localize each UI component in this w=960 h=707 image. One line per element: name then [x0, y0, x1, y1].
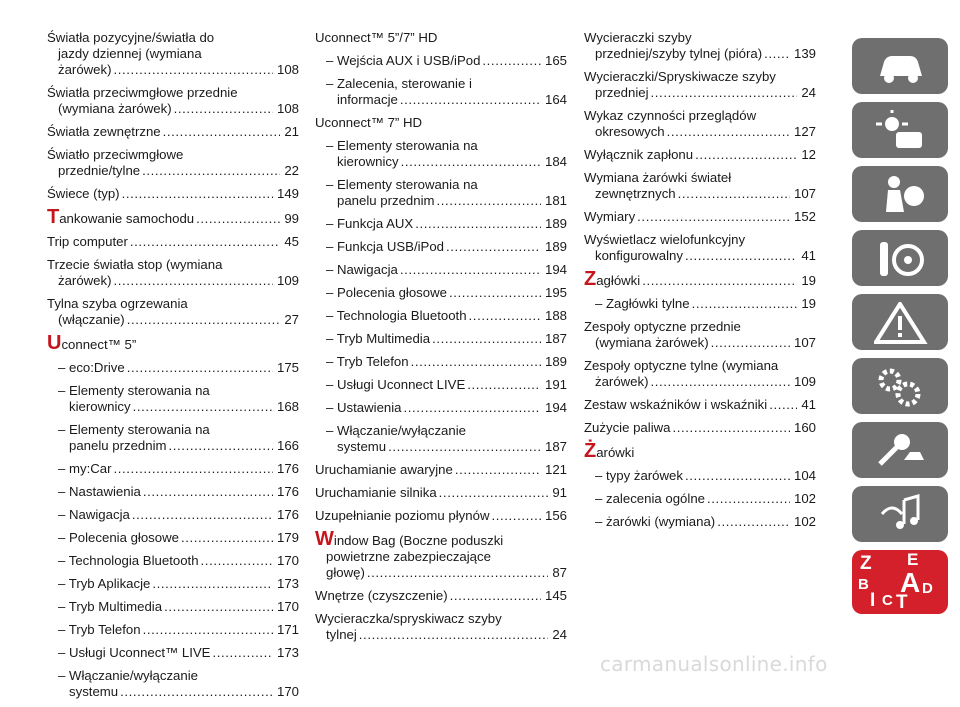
page-number: 171 — [276, 622, 299, 637]
index-subentry — [47, 484, 299, 500]
entry-text: żarówek) — [58, 273, 112, 288]
page-number: 109 — [793, 374, 816, 389]
page-number: 107 — [793, 335, 816, 350]
entry-text: – Ustawienia — [326, 400, 402, 415]
entry-text: konfigurowalny — [595, 248, 683, 263]
index-subentry — [47, 530, 299, 546]
dot-leader — [212, 645, 273, 661]
entry-text: – Włączanie/wyłączanie — [326, 423, 466, 438]
entry-text: tylnej — [326, 627, 357, 642]
dot-leader — [637, 209, 790, 225]
dot-leader — [769, 397, 797, 413]
entry-text: Światła zewnętrzne — [47, 124, 161, 139]
index-entry — [47, 257, 299, 289]
page-number: 165 — [544, 53, 567, 68]
dot-leader — [164, 599, 273, 615]
index-subentry — [315, 423, 567, 455]
index-letter-heading — [315, 528, 567, 581]
page-number: 87 — [552, 565, 567, 580]
page-number: 189 — [544, 354, 567, 369]
entry-text: Trzecie światła stop (wymiana — [47, 257, 223, 272]
entry-text: – Nawigacja — [58, 507, 130, 522]
entry-text: Trip computer — [47, 234, 128, 249]
dot-leader — [707, 491, 790, 507]
dot-leader — [120, 684, 273, 700]
entry-text: connect™ 5” — [61, 337, 137, 352]
index-entry — [584, 108, 816, 140]
dot-leader — [764, 46, 790, 62]
page-number: 166 — [276, 438, 299, 453]
letter-initial: Z — [584, 268, 597, 290]
page-number: 152 — [793, 209, 816, 224]
dot-leader — [401, 154, 541, 170]
dot-leader — [450, 588, 541, 604]
index-subentry — [315, 239, 567, 255]
index-subentry — [315, 285, 567, 301]
page-number: 41 — [801, 248, 816, 263]
tools-gears-icon — [874, 366, 928, 408]
index-subentry — [315, 308, 567, 324]
dot-leader — [152, 576, 273, 592]
entry-text: głowę) — [326, 565, 365, 580]
entry-text: Wnętrze (czyszczenie) — [315, 588, 448, 603]
index-entry — [47, 296, 299, 328]
dot-leader — [482, 53, 541, 69]
page-number: 104 — [793, 468, 816, 483]
dot-leader — [467, 377, 541, 393]
entry-text: – zalecenia ogólne — [595, 491, 705, 506]
page-number: 187 — [544, 439, 567, 454]
index-letter: D — [922, 580, 933, 597]
entry-text: Zestaw wskaźników i wskaźniki — [584, 397, 768, 412]
dot-leader — [404, 400, 541, 416]
page-number: 99 — [284, 211, 299, 226]
index-entry — [584, 147, 816, 163]
index-subentry — [47, 553, 299, 569]
index-entry — [47, 85, 299, 117]
entry-text: Zespoły optyczne przednie — [584, 319, 741, 334]
dot-leader — [491, 508, 541, 524]
index-letter-heading — [47, 206, 299, 228]
index-letter: E — [907, 550, 919, 569]
entry-text: Uruchamianie awaryjne — [315, 462, 453, 477]
index-letter: I — [870, 590, 876, 611]
index-entry — [584, 319, 816, 351]
entry-text: Uzupełnianie poziomu płynów — [315, 508, 490, 523]
page-number: 121 — [544, 462, 567, 477]
car-icon — [874, 46, 928, 88]
index-entry — [584, 397, 816, 413]
page-number: 22 — [284, 163, 299, 178]
index-entry — [584, 209, 816, 225]
dot-leader — [169, 438, 273, 454]
dot-leader — [174, 101, 273, 117]
page-number: 181 — [544, 193, 567, 208]
page-number: 21 — [284, 124, 299, 139]
entry-text: Wyłącznik zapłonu — [584, 147, 694, 162]
index-letter-heading — [584, 440, 816, 462]
entry-text: Wycieraczka/spryskiwacz szyby — [315, 611, 502, 626]
tab-technical[interactable] — [852, 422, 948, 478]
page-number: 127 — [793, 124, 816, 139]
index-column-1 — [47, 30, 299, 707]
index-entry — [584, 69, 816, 101]
dot-leader — [127, 312, 281, 328]
entry-text: – Polecenia głosowe — [58, 530, 179, 545]
page-number: 184 — [544, 154, 567, 169]
entry-text: Świece (typ) — [47, 186, 120, 201]
entry-text: – żarówki (wymiana) — [595, 514, 716, 529]
media-icon — [874, 494, 928, 536]
dot-leader — [667, 124, 790, 140]
entry-text: – Elementy sterowania na — [58, 383, 210, 398]
warning-triangle-icon — [874, 302, 928, 344]
page-number: 145 — [544, 588, 567, 603]
entry-text: Tylna szyba ogrzewania — [47, 296, 188, 311]
index-subentry — [584, 514, 816, 530]
dot-leader — [449, 285, 541, 301]
page-number: 189 — [544, 239, 567, 254]
entry-text: – Zagłówki tylne — [595, 296, 690, 311]
index-subentry — [315, 216, 567, 232]
dot-leader — [411, 354, 541, 370]
dot-leader — [400, 262, 541, 278]
index-subentry — [47, 507, 299, 523]
page-number: 170 — [276, 553, 299, 568]
dot-leader — [181, 530, 273, 546]
entry-text: Wycieraczki szyby — [584, 30, 692, 45]
entry-text: (wymiana żarówek) — [58, 101, 172, 116]
entry-text: żarówek) — [595, 374, 649, 389]
entry-text: powietrzne zabezpieczające — [326, 549, 491, 564]
dot-leader — [130, 234, 280, 250]
index-subentry — [315, 331, 567, 347]
page-number: 102 — [793, 491, 816, 506]
index-subentry — [315, 177, 567, 209]
page-number: 194 — [544, 400, 567, 415]
page-number: 164 — [544, 92, 567, 107]
index-letter: B — [858, 576, 869, 593]
index-entry — [47, 147, 299, 179]
entry-text: Uconnect™ 7” HD — [315, 115, 423, 130]
entry-text: ankowanie samochodu — [59, 211, 195, 226]
watermark: carmanualsonline.info — [600, 652, 828, 676]
entry-text: panelu przednim — [337, 193, 435, 208]
index-subentry — [47, 383, 299, 415]
entry-text: Wymiana żarówki świateł — [584, 170, 732, 185]
dot-leader — [673, 420, 790, 436]
dot-leader — [400, 92, 541, 108]
page-number: 173 — [276, 645, 299, 660]
page-number: 27 — [284, 312, 299, 327]
entry-text: jazdy dziennej (wymiana — [58, 46, 202, 61]
dot-leader — [367, 565, 548, 581]
index-letter-heading — [47, 332, 299, 354]
entry-text: Wykaz czynności przeglądów — [584, 108, 757, 123]
index-subentry — [47, 461, 299, 477]
entry-text: Wymiary — [584, 209, 636, 224]
page-number: 168 — [276, 399, 299, 414]
index-letter: T — [896, 592, 908, 613]
index-column-2 — [315, 30, 567, 650]
index-entry — [584, 170, 816, 202]
entry-text: – Technologia Bluetooth — [58, 553, 199, 568]
index-entry — [47, 30, 299, 78]
dot-leader — [114, 62, 273, 78]
entry-text: Wycieraczki/Spryskiwacze szyby — [584, 69, 776, 84]
index-subentry — [315, 76, 567, 108]
dot-leader — [127, 360, 273, 376]
entry-text: panelu przednim — [69, 438, 167, 453]
index-subentry — [584, 296, 816, 312]
entry-text: – typy żarówek — [595, 468, 683, 483]
dot-leader — [469, 308, 541, 324]
page-number: 195 — [544, 285, 567, 300]
index-entry — [315, 30, 567, 46]
entry-text: arówki — [596, 445, 635, 460]
page-number: 102 — [793, 514, 816, 529]
page-number: 170 — [276, 684, 299, 699]
index-subentry — [584, 468, 816, 484]
tab-index[interactable] — [852, 550, 948, 614]
index-subentry — [315, 354, 567, 370]
dot-leader — [133, 399, 273, 415]
index-subentry — [47, 422, 299, 454]
tab-safety[interactable] — [852, 166, 948, 222]
index-subentry — [47, 599, 299, 615]
page-number: 109 — [276, 273, 299, 288]
entry-text: Uruchamianie silnika — [315, 485, 437, 500]
page-number: 139 — [793, 46, 816, 61]
page-number: 107 — [793, 186, 816, 201]
dot-leader — [163, 124, 281, 140]
entry-text: – Elementy sterowania na — [326, 177, 478, 192]
page-number: 24 — [801, 85, 816, 100]
index-subentry — [47, 622, 299, 638]
index-subentry — [315, 53, 567, 69]
index-subentry — [47, 360, 299, 376]
dot-leader — [196, 211, 280, 227]
index-entry — [47, 234, 299, 250]
entry-text: – Nawigacja — [326, 262, 398, 277]
entry-text: systemu — [337, 439, 387, 454]
dot-leader — [711, 335, 790, 351]
entry-text: – eco:Drive — [58, 360, 125, 375]
letter-initial: Ż — [584, 440, 597, 462]
entry-text: – my:Car — [58, 461, 112, 476]
page-number: 41 — [801, 397, 816, 412]
index-subentry — [315, 262, 567, 278]
dot-leader — [651, 374, 790, 390]
index-letter: Z — [860, 553, 872, 574]
index-letter: A — [900, 567, 921, 598]
dot-leader — [685, 468, 790, 484]
page-number: 160 — [793, 420, 816, 435]
key-steering-wheel-icon — [874, 238, 928, 280]
index-column-3 — [584, 30, 816, 537]
dot-leader — [692, 296, 798, 312]
page-number: 45 — [284, 234, 299, 249]
index-entry — [315, 508, 567, 524]
entry-text: – Polecenia głosowe — [326, 285, 447, 300]
index-subentry — [315, 400, 567, 416]
dot-leader — [114, 273, 273, 289]
entry-text: – Usługi Uconnect LIVE — [326, 377, 466, 392]
tab-multimedia[interactable] — [852, 486, 948, 542]
entry-text: indow Bag (Boczne poduszki — [333, 533, 504, 548]
entry-text: systemu — [69, 684, 119, 699]
index-subentry — [47, 576, 299, 592]
entry-text: – Elementy sterowania na — [326, 138, 478, 153]
page-number: 170 — [276, 599, 299, 614]
entry-text: – Technologia Bluetooth — [326, 308, 467, 323]
entry-text: – Funkcja AUX — [326, 216, 414, 231]
entry-text: żarówek) — [58, 62, 112, 77]
dashboard-lights-icon — [874, 110, 928, 152]
page-number: 173 — [276, 576, 299, 591]
entry-text: (wymiana żarówek) — [595, 335, 709, 350]
page-number: 191 — [544, 377, 567, 392]
index-entry — [584, 358, 816, 390]
dot-leader — [695, 147, 797, 163]
entry-text: Światła przeciwmgłowe przednie — [47, 85, 238, 100]
dot-leader — [132, 507, 273, 523]
letter-initial: T — [47, 206, 60, 228]
page-number: 179 — [276, 530, 299, 545]
page-number: 19 — [801, 273, 816, 288]
entry-text: przednie/tylne — [58, 163, 141, 178]
entry-text: przedniej/szyby tylnej (pióra) — [595, 46, 763, 61]
entry-text: Zespoły optyczne tylne (wymiana — [584, 358, 779, 373]
page-number: 194 — [544, 262, 567, 277]
entry-text: Światło przeciwmgłowe — [47, 147, 184, 162]
tab-car[interactable] — [852, 38, 948, 94]
dot-leader — [114, 461, 273, 477]
page-number: 108 — [276, 62, 299, 77]
entry-text: informacje — [337, 92, 398, 107]
dot-leader — [143, 484, 273, 500]
entry-text: Uconnect™ 5”/7” HD — [315, 30, 438, 45]
dot-leader — [437, 193, 541, 209]
letter-initial: W — [315, 528, 334, 550]
index-entry — [315, 611, 567, 643]
index-letter-heading — [584, 268, 816, 290]
tab-maintenance[interactable] — [852, 358, 948, 414]
entry-text: agłówki — [596, 273, 641, 288]
entry-text: – Tryb Telefon — [326, 354, 409, 369]
page-number: 188 — [544, 308, 567, 323]
dot-leader — [201, 553, 273, 569]
wrench-car-icon — [874, 430, 928, 472]
index-entry — [47, 124, 299, 140]
entry-text: – Nastawienia — [58, 484, 141, 499]
section-tabs — [852, 38, 948, 622]
entry-text: (włączanie) — [58, 312, 125, 327]
index-subentry — [315, 377, 567, 393]
entry-text: – Tryb Multimedia — [58, 599, 163, 614]
index-entry — [315, 462, 567, 478]
entry-text: kierownicy — [69, 399, 131, 414]
dot-leader — [717, 514, 790, 530]
dot-leader — [388, 439, 541, 455]
page-number: 176 — [276, 461, 299, 476]
index-subentry — [47, 668, 299, 700]
entry-text: – Wejścia AUX i USB/iPod — [326, 53, 481, 68]
page-number: 189 — [544, 216, 567, 231]
entry-text: przedniej — [595, 85, 649, 100]
page-number: 12 — [801, 147, 816, 162]
index-entry — [584, 420, 816, 436]
tab-emergency[interactable] — [852, 294, 948, 350]
page-number: 176 — [276, 484, 299, 499]
entry-text: – Usługi Uconnect™ LIVE — [58, 645, 211, 660]
index-letter: C — [882, 592, 893, 609]
entry-text: – Funkcja USB/iPod — [326, 239, 445, 254]
entry-text: zewnętrznych — [595, 186, 676, 201]
page-number: 187 — [544, 331, 567, 346]
index-entry — [584, 30, 816, 62]
page-number: 91 — [552, 485, 567, 500]
dot-leader — [122, 186, 273, 202]
entry-text: Zużycie paliwa — [584, 420, 671, 435]
dot-leader — [142, 163, 280, 179]
entry-text: – Tryb Multimedia — [326, 331, 431, 346]
page-number: 108 — [276, 101, 299, 116]
entry-text: – Elementy sterowania na — [58, 422, 210, 437]
dot-leader — [432, 331, 541, 347]
page-number: 175 — [276, 360, 299, 375]
dot-leader — [143, 622, 273, 638]
tab-starting[interactable] — [852, 230, 948, 286]
index-entry — [315, 588, 567, 604]
index-subentry — [47, 645, 299, 661]
dot-leader — [359, 627, 549, 643]
index-entry — [315, 115, 567, 131]
entry-text: – Tryb Aplikacje — [58, 576, 151, 591]
entry-text: Światła pozycyjne/światła do — [47, 30, 215, 45]
tab-dashboard[interactable] — [852, 102, 948, 158]
page-number: 156 — [544, 508, 567, 523]
index-entry — [315, 485, 567, 501]
entry-text: – Włączanie/wyłączanie — [58, 668, 198, 683]
dot-leader — [651, 85, 798, 101]
index-entry — [47, 186, 299, 202]
page-number: 24 — [552, 627, 567, 642]
entry-text: – Tryb Telefon — [58, 622, 141, 637]
page-number: 149 — [276, 186, 299, 201]
entry-text: okresowych — [595, 124, 665, 139]
dot-leader — [455, 462, 541, 478]
page-number: 176 — [276, 507, 299, 522]
dot-leader — [439, 485, 549, 501]
entry-text: Wyświetlacz wielofunkcyjny — [584, 232, 746, 247]
page-number: 19 — [801, 296, 816, 311]
dot-leader — [415, 216, 541, 232]
index-entry — [584, 232, 816, 264]
airbag-seatbelt-icon — [874, 174, 928, 216]
index-subentry — [315, 138, 567, 170]
index-subentry — [584, 491, 816, 507]
dot-leader — [446, 239, 541, 255]
entry-text: kierownicy — [337, 154, 399, 169]
entry-text: – Zalecenia, sterowanie i — [326, 76, 472, 91]
dot-leader — [685, 248, 797, 264]
dot-leader — [678, 186, 790, 202]
dot-leader — [642, 273, 797, 289]
letter-initial: U — [47, 332, 62, 354]
